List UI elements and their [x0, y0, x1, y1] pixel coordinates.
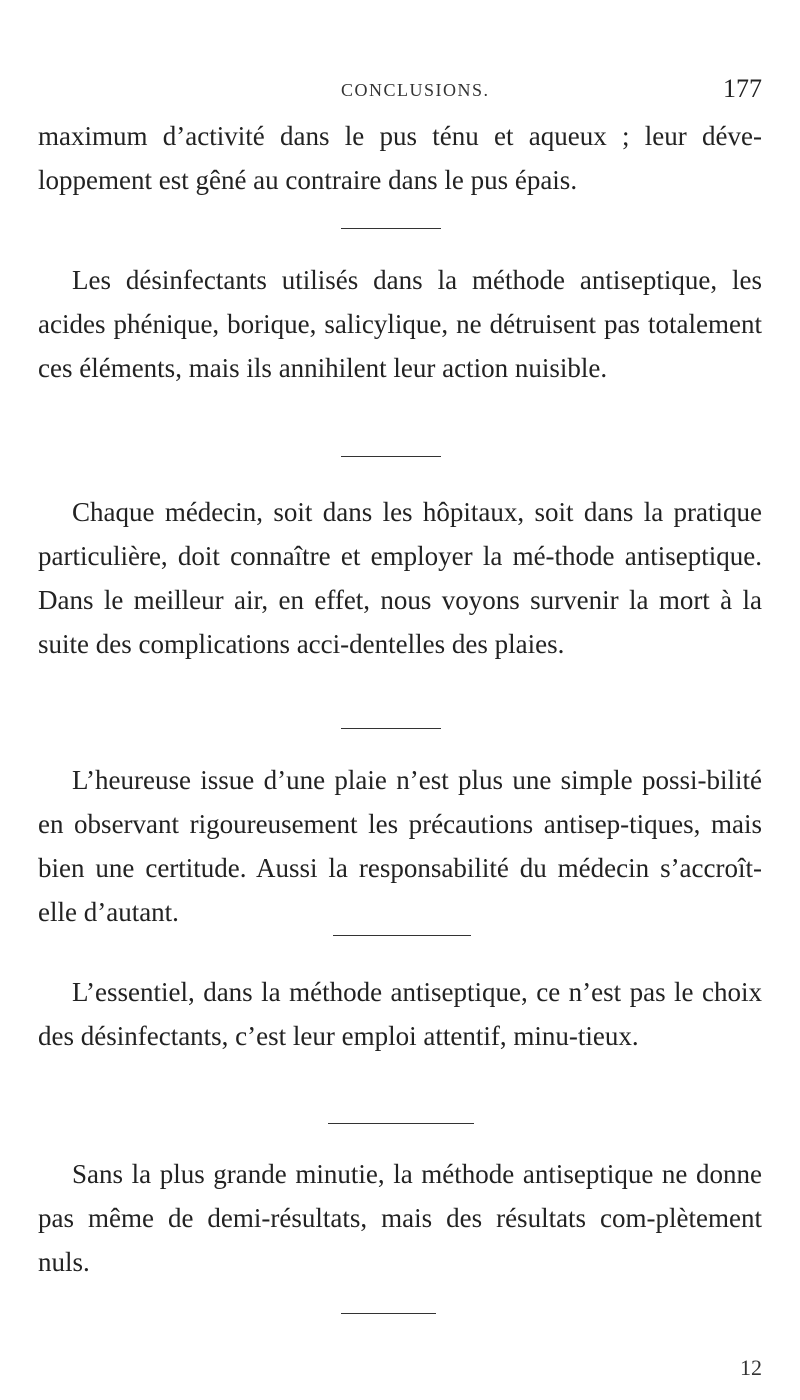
paragraph-disinfectants: Les désinfectants utilisés dans la méthode antiseptique, les acides phénique, borique, salicylique, ne détruisent pas totalement ces éléments, mais ils annihilent leur action nuisible.	[38, 265, 762, 383]
paragraph-minutiae: Sans la plus grande minutie, la méthode antiseptique ne donne pas même de demi-résultats, mais des résultats com-plètement nuls.	[38, 1159, 762, 1277]
page-header	[0, 74, 800, 106]
running-title: CONCLUSIONS.	[341, 80, 490, 100]
section-divider	[341, 1313, 436, 1314]
section-divider	[341, 228, 441, 229]
paragraph-essential: L’essentiel, dans la méthode antiseptique, ce n’est pas le choix des désinfectants, c’est leur emploi attentif, minu-tieux.	[38, 977, 762, 1051]
signature-number: 12	[740, 1355, 762, 1380]
section-divider	[341, 456, 441, 457]
page-number: 177	[723, 74, 762, 103]
section-divider	[328, 1123, 474, 1124]
section-divider	[333, 935, 471, 936]
section-divider	[341, 728, 441, 729]
paragraph-every-doctor: Chaque médecin, soit dans les hôpitaux, soit dans la pratique particulière, doit connaître et employer la mé-thode antiseptique. Dans le meilleur air, en effet, nous voyons survenir la mort à la suite des complications acci-dentelles des plaies.	[38, 497, 762, 659]
paragraph-continuation: maximum d’activité dans le pus ténu et aqueux ; leur déve-loppement est gêné au contraire dans le pus épais.	[38, 121, 762, 195]
paragraph-happy-outcome: L’heureuse issue d’une plaie n’est plus une simple possi-bilité en observant rigoureusement les précautions antisep-tiques, mais bien une certitude. Aussi la responsabilité du médecin s’accroît-elle d’autant.	[38, 765, 762, 927]
